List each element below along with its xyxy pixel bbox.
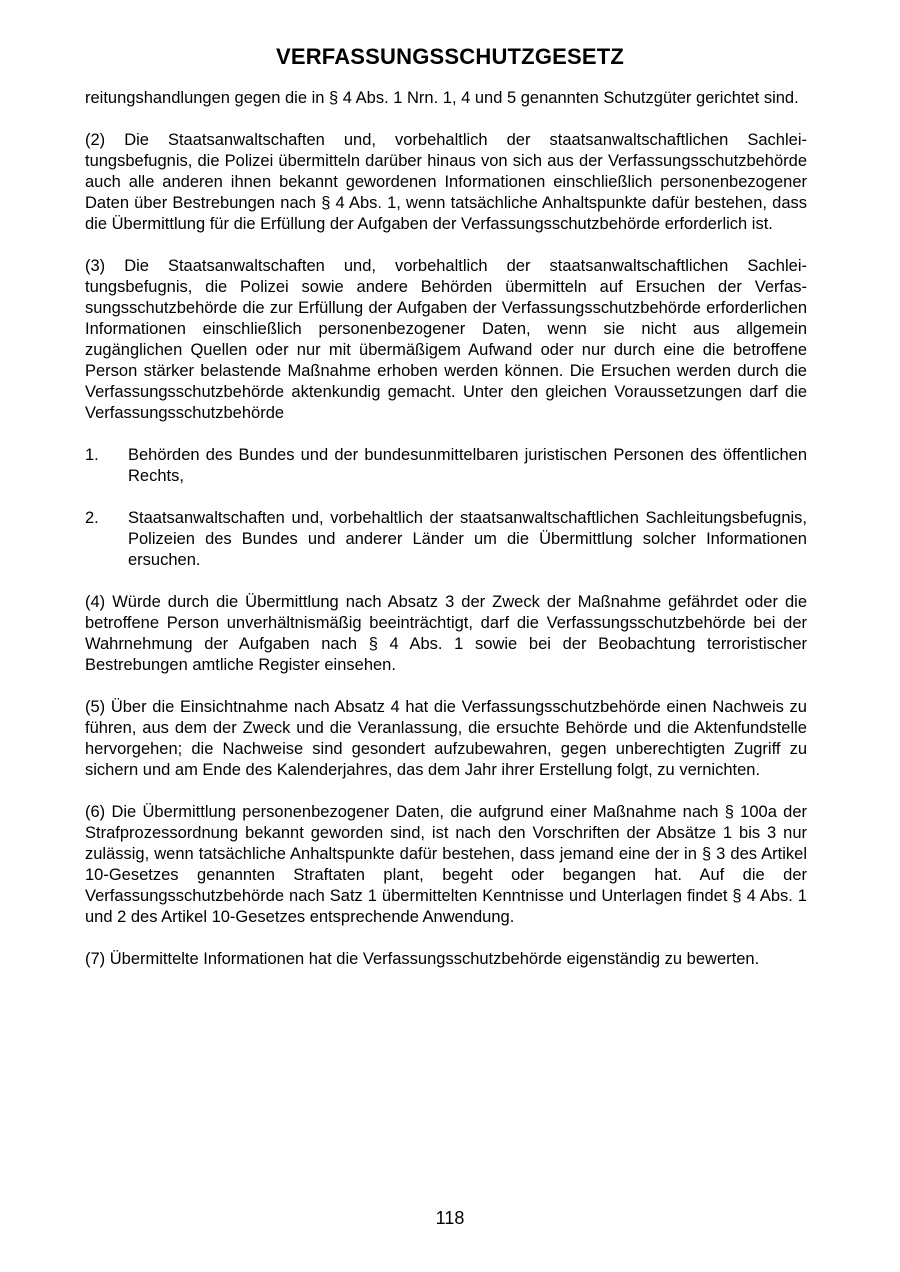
paragraph-2: (2) Die Staatsanwaltschaften und, vorbehaltlich der staatsanwaltschaftlichen Sachleitungsbefugnis, die Polizei übermitteln darüber hinaus von sich aus der Verfassungsschutzbehörde auch alle anderen ihnen bekannt gewordenen Informationen einschließlich personenbezogener Daten über Bestrebungen nach § 4 Abs. 1, wenn tatsächliche Anhaltspunkte dafür bestehen, dass die Übermittlung für die Erfüllung der Aufgaben der Verfassungsschutzbehörde erforderlich ist. (85, 131, 807, 233)
paragraph-4: (4) Würde durch die Übermittlung nach Absatz 3 der Zweck der Maßnahme gefährdet oder die betroffene Person unverhältnismäßig beeinträchtigt, darf die Verfassungsschutzbehörde bei der Wahrnehmung der Aufgaben nach § 4 Abs. 1 sowie bei der Beobachtung terroristischer Bestrebungen amtliche Register einsehen. (85, 593, 807, 674)
list-item (85, 508, 807, 571)
list-item-text: Staatsanwaltschaften und, vorbehaltlich der staatsanwaltschaftlichen Sachleitungsbefugnis, Polizeien des Bundes und anderer Länder um die Übermittlung solcher Informationen ersuchen. (128, 509, 807, 569)
list-item-number: 1. (85, 446, 99, 464)
paragraph-3: (3) Die Staatsanwaltschaften und, vorbehaltlich der staatsanwaltschaftlichen Sachleitungsbefugnis, die Polizei sowie andere Behörden übermitteln auf Ersuchen der Verfassungsschutzbehörde die zur Erfüllung der Aufgaben der Verfassungsschutzbehörde erforderlichen Informationen einschließlich personenbezogener Daten, wenn sie nicht aus allgemein zugänglichen Quellen oder nur mit übermäßigem Aufwand oder nur durch eine die betroffene Person stärker belastende Maßnahme erhoben werden können. Die Ersuchen werden durch die Verfassungsschutzbehörde aktenkundig gemacht. Unter den gleichen Voraussetzungen darf die Verfassungsschutzbehörde (85, 257, 807, 422)
paragraph-5: (5) Über die Einsichtnahme nach Absatz 4 hat die Verfassungsschutzbehörde einen Nachweis zu führen, aus dem der Zweck und die Veranlassung, die ersuchte Behörde und die Aktenfundstelle hervorgehen; die Nachweise sind gesondert aufzubewahren, gegen unberechtigten Zugriff zu sichern und am Ende des Kalenderjahres, das dem Jahr ihrer Erstellung folgt, zu vernichten. (85, 698, 807, 779)
page-number: 118 (435, 1208, 465, 1228)
paragraph-7: (7) Übermittelte Informationen hat die Verfassungsschutzbehörde eigenständig zu bewerten. (85, 950, 760, 968)
list-item (85, 445, 807, 487)
list-item-number: 2. (85, 509, 99, 527)
document-body (85, 88, 807, 991)
paragraph-intro: reitungshandlungen gegen die in § 4 Abs. 1 Nrn. 1, 4 und 5 genannten Schutzgüter gerichtet sind. (85, 89, 799, 107)
page-title: VERFASSUNGSSCHUTZGESETZ (275, 44, 625, 69)
paragraph-6: (6) Die Übermittlung personenbezogener Daten, die aufgrund einer Maßnahme nach § 100a der Strafprozessordnung bekannt geworden sind, ist nach den Vorschriften der Absätze 1 bis 3 nur zulässig, wenn tatsächliche Anhaltspunkte dafür bestehen, dass jemand eine der in § 3 des Artikel 10-Gesetzes genannten Straftaten plant, begeht oder begangen hat. Auf die der Verfassungsschutzbehörde nach Satz 1 übermittelten Kenntnisse und Unterlagen findet § 4 Abs. 1 und 2 des Artikel 10-Gesetzes entsprechende Anwendung. (85, 803, 807, 926)
list-item-text: Behörden des Bundes und der bundesunmittelbaren juristischen Personen des öffentlichen Rechts, (128, 446, 807, 485)
